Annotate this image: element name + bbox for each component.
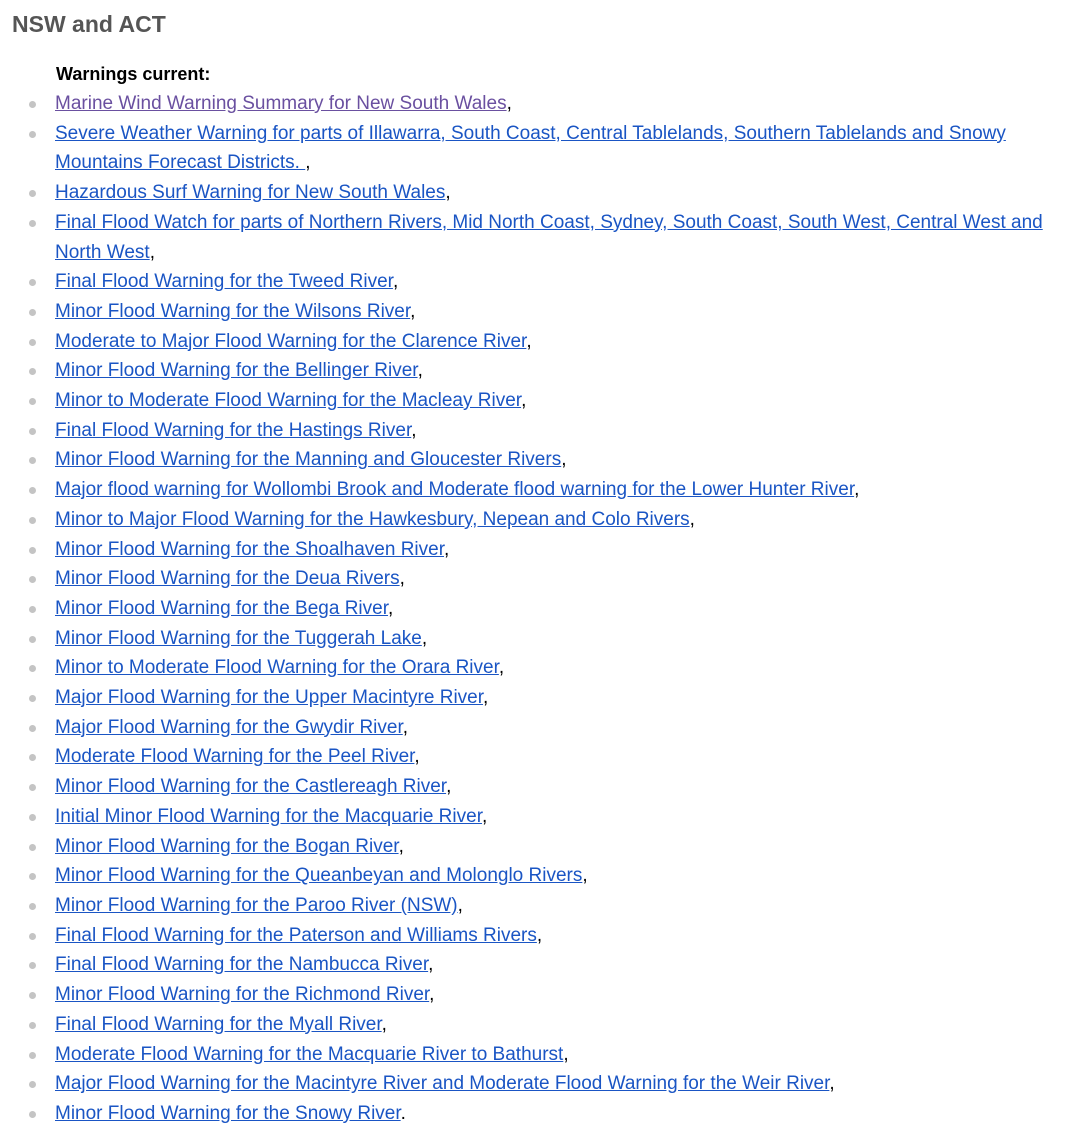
warning-separator: , (402, 716, 409, 738)
warning-separator: , (399, 568, 405, 590)
warning-separator: , (829, 1073, 835, 1095)
bullet-icon (29, 992, 36, 999)
warning-separator: , (526, 330, 532, 352)
warning-item (0, 742, 1080, 772)
bullet-icon (29, 903, 36, 910)
warning-separator: , (410, 300, 416, 322)
warning-link[interactable]: Final Flood Warning for the Nambucca River (55, 954, 429, 976)
warning-link[interactable]: Moderate to Major Flood Warning for the Clarence River (55, 330, 527, 352)
warning-separator: , (428, 954, 434, 976)
bullet-icon (29, 398, 36, 405)
bullet-icon (29, 428, 36, 435)
bullet-icon (29, 517, 36, 524)
warning-item (0, 1040, 1080, 1070)
warning-link[interactable]: Minor Flood Warning for the Richmond River (55, 984, 430, 1006)
warning-link[interactable]: Minor Flood Warning for the Bogan River (55, 835, 399, 857)
region-title: NSW and ACT (12, 11, 166, 37)
warning-item (0, 297, 1080, 327)
warning-separator: , (689, 508, 695, 530)
bullet-icon (29, 220, 36, 227)
bullet-icon (29, 1022, 36, 1029)
bullet-icon (29, 725, 36, 732)
warning-item (0, 89, 1080, 119)
warning-separator: . (400, 1102, 406, 1124)
bullet-icon (29, 487, 36, 494)
warning-separator: , (483, 687, 489, 709)
warning-separator: , (446, 776, 452, 798)
warning-link[interactable]: Major Flood Warning for the Macintyre River and Moderate Flood Warning for the Weir River (55, 1073, 830, 1095)
bullet-icon (29, 933, 36, 940)
warning-separator: , (444, 538, 450, 560)
warning-item (0, 980, 1080, 1010)
warning-separator: , (429, 984, 435, 1006)
warning-separator: , (388, 597, 394, 619)
warning-item (0, 416, 1080, 446)
warning-item (0, 683, 1080, 713)
warning-link[interactable]: Final Flood Warning for the Paterson and Williams Rivers (55, 924, 537, 946)
warning-separator: , (563, 1043, 569, 1065)
warning-link[interactable]: Minor to Major Flood Warning for the Hawkesbury, Nepean and Colo Rivers (55, 508, 690, 530)
warning-link[interactable]: Minor to Moderate Flood Warning for the Orara River (55, 657, 499, 679)
bullet-icon (29, 368, 36, 375)
warning-separator: , (506, 93, 512, 114)
warning-link[interactable]: Minor Flood Warning for the Snowy River (55, 1102, 401, 1124)
warning-separator: , (536, 924, 543, 946)
bullet-icon (29, 606, 36, 613)
warning-link[interactable]: Initial Minor Flood Warning for the Macquarie River (55, 805, 482, 827)
warning-separator: , (421, 627, 428, 649)
warning-link[interactable]: Moderate Flood Warning for the Macquarie River to Bathurst (55, 1043, 564, 1065)
bullet-icon (29, 190, 36, 197)
bullet-icon (29, 844, 36, 851)
bullet-icon (29, 101, 36, 108)
bullet-icon (29, 665, 36, 672)
warning-item (0, 505, 1080, 535)
warning-separator: , (392, 271, 399, 293)
bullet-icon (29, 754, 36, 761)
warning-item (0, 772, 1080, 802)
warning-item (0, 327, 1080, 357)
warning-item (0, 713, 1080, 743)
warning-item (0, 267, 1080, 297)
warning-item (0, 891, 1080, 921)
warning-item (0, 386, 1080, 416)
warning-separator: , (414, 746, 420, 768)
warning-link[interactable]: Minor Flood Warning for the Bega River (55, 597, 389, 619)
warning-item (0, 1099, 1080, 1129)
warning-link[interactable]: Final Flood Warning for the Hastings River (55, 419, 412, 441)
warning-link[interactable]: Final Flood Warning for the Myall River (55, 1013, 382, 1035)
warning-item (0, 832, 1080, 862)
warning-item (0, 356, 1080, 386)
warning-item (0, 445, 1080, 475)
bullet-icon (29, 1081, 36, 1088)
warning-link[interactable]: Major Flood Warning for the Upper Macintyre River (55, 687, 484, 709)
bullet-icon (29, 873, 36, 880)
bullet-icon (29, 814, 36, 821)
warning-link[interactable]: Severe Weather Warning for parts of Illawarra, South Coast, Central Tablelands, Southern Tablelands and Snowy Mountains Forecast Districts. (55, 122, 1006, 174)
warning-separator: , (149, 241, 155, 263)
warning-item (0, 861, 1080, 891)
warning-link[interactable]: Minor Flood Warning for the Tuggerah Lake (55, 627, 422, 649)
warning-link[interactable]: Final Flood Watch for parts of Northern Rivers, Mid North Coast, Sydney, South Coast, South West, Central West and North West (55, 211, 1043, 263)
warning-link[interactable]: Minor Flood Warning for the Deua Rivers (55, 568, 400, 590)
warning-item (0, 802, 1080, 832)
warning-item (0, 208, 1080, 267)
warning-link[interactable]: Major flood warning for Wollombi Brook and Moderate flood warning for the Lower Hunter River (55, 479, 855, 501)
warning-separator: , (498, 657, 505, 679)
warning-item (0, 535, 1080, 565)
warning-separator: , (561, 449, 567, 471)
warning-link[interactable]: Minor Flood Warning for the Queanbeyan and Molonglo Rivers (55, 865, 583, 887)
warning-item (0, 1069, 1080, 1099)
warning-link[interactable]: Minor Flood Warning for the Castlereagh River (55, 776, 447, 798)
warning-separator: , (521, 390, 527, 412)
warning-link[interactable]: Hazardous Surf Warning for New South Wales (55, 182, 446, 204)
warning-link[interactable]: Minor Flood Warning for the Manning and Gloucester Rivers (55, 449, 562, 471)
bullet-icon (29, 457, 36, 464)
bullet-icon (29, 962, 36, 969)
warning-item (0, 564, 1080, 594)
warning-link[interactable]: Moderate Flood Warning for the Peel River (55, 746, 415, 768)
warning-item (0, 178, 1080, 208)
warning-separator: , (457, 894, 463, 916)
warning-separator: , (481, 805, 488, 827)
warning-item (0, 475, 1080, 505)
bullet-icon (29, 695, 36, 702)
bullet-icon (29, 576, 36, 583)
warning-item (0, 1010, 1080, 1040)
warning-separator: , (411, 419, 417, 441)
warning-item (0, 921, 1080, 951)
warning-separator: , (445, 182, 451, 204)
warning-link[interactable]: Major Flood Warning for the Gwydir River (55, 716, 403, 738)
warning-link[interactable]: Minor Flood Warning for the Wilsons River (55, 300, 411, 322)
warning-separator: , (582, 865, 588, 887)
bullet-icon (29, 784, 36, 791)
warning-link[interactable]: Marine Wind Warning Summary for New South Wales (55, 93, 507, 114)
warning-item (0, 119, 1080, 178)
bullet-icon (29, 279, 36, 286)
warning-item (0, 594, 1080, 624)
bullet-icon (29, 636, 36, 643)
bullet-icon (29, 339, 36, 346)
bullet-icon (29, 1052, 36, 1059)
bullet-icon (29, 1111, 36, 1118)
bullet-icon (29, 547, 36, 554)
warning-separator: , (854, 479, 860, 501)
warning-item (0, 624, 1080, 654)
warning-separator: , (417, 360, 423, 382)
warning-separator: , (305, 152, 311, 174)
warning-link[interactable]: Final Flood Warning for the Tweed River (55, 271, 393, 293)
warnings-heading: Warnings current: (56, 64, 211, 84)
bullet-icon (29, 131, 36, 138)
warning-link[interactable]: Minor Flood Warning for the Paroo River (NSW) (55, 894, 458, 916)
bullet-icon (29, 309, 36, 316)
warning-item (0, 653, 1080, 683)
warning-link[interactable]: Minor Flood Warning for the Bellinger River (55, 360, 418, 382)
warning-item (0, 950, 1080, 980)
warning-link[interactable]: Minor Flood Warning for the Shoalhaven River (55, 538, 444, 560)
warning-separator: , (381, 1013, 387, 1035)
warning-separator: , (398, 835, 404, 857)
warnings-list (0, 89, 1080, 1129)
warning-link[interactable]: Minor to Moderate Flood Warning for the Macleay River (55, 390, 522, 412)
